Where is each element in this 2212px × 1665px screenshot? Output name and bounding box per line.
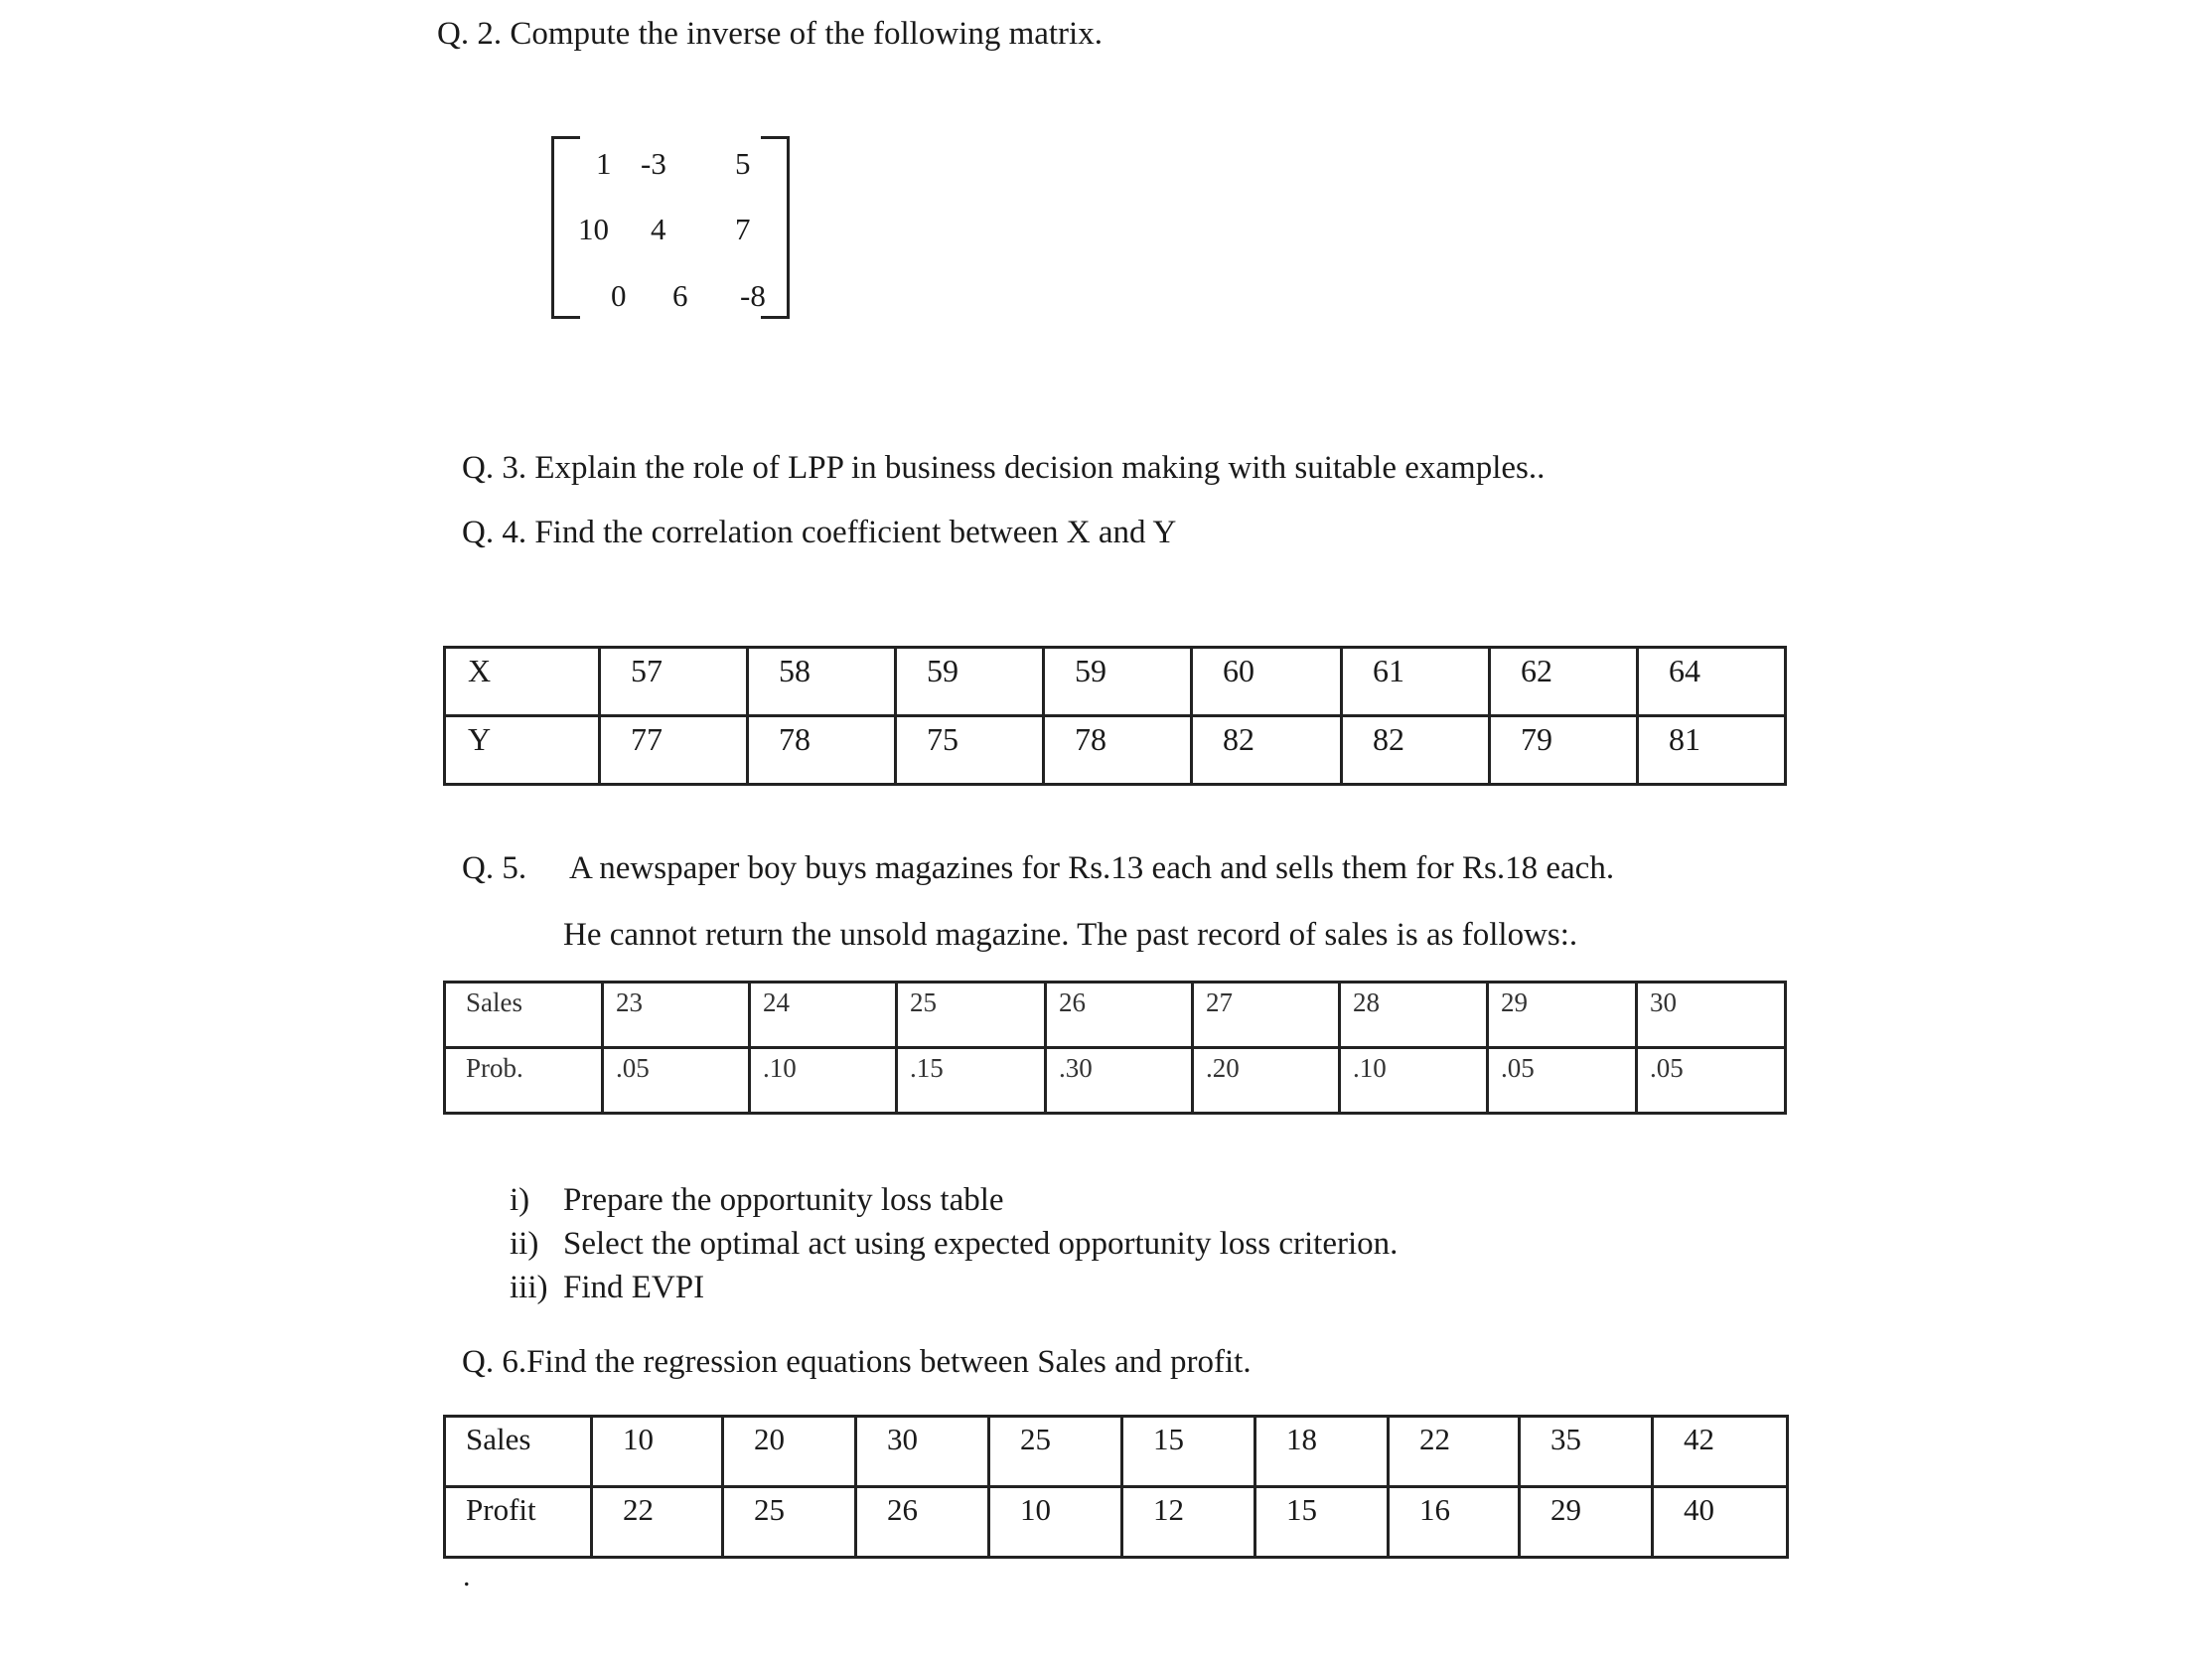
table-cell: Sales — [445, 1417, 592, 1487]
table-cell: .05 — [1488, 1048, 1637, 1114]
table-row — [445, 1048, 1786, 1114]
table-cell: Prob. — [445, 1048, 603, 1114]
list-item: Find EVPI — [563, 1270, 705, 1305]
table-cell: 79 — [1490, 716, 1638, 785]
table-cell: 10 — [592, 1417, 723, 1487]
q5-line-2: He cannot return the unsold magazine. The past record of sales is as follows:. — [563, 917, 1578, 953]
q5-line-1: A newspaper boy buys magazines for Rs.13 each and sells them for Rs.18 each. — [569, 850, 1615, 886]
table-cell: 20 — [723, 1417, 856, 1487]
table-cell: .30 — [1046, 1048, 1193, 1114]
table-cell: 30 — [1637, 983, 1786, 1048]
table-cell: .20 — [1193, 1048, 1340, 1114]
table-cell: 57 — [600, 648, 748, 716]
table-cell: 78 — [1044, 716, 1192, 785]
matrix — [551, 136, 790, 315]
matrix-cell: -8 — [740, 278, 766, 313]
table-cell: Y — [445, 716, 600, 785]
list-item-num: i) — [510, 1182, 530, 1218]
table-cell: 29 — [1488, 983, 1637, 1048]
table-cell: 29 — [1520, 1487, 1653, 1558]
table-row — [445, 983, 1786, 1048]
matrix-cell: 4 — [651, 212, 666, 246]
q3-text: Q. 3. Explain the role of LPP in business decision making with suitable examples.. — [462, 450, 1546, 486]
table-cell: Profit — [445, 1487, 592, 1558]
table-cell: 22 — [1389, 1417, 1520, 1487]
table-cell: 60 — [1192, 648, 1342, 716]
table-cell: 15 — [1122, 1417, 1255, 1487]
table-cell: 62 — [1490, 648, 1638, 716]
correlation-table — [443, 646, 1787, 786]
table-cell: 75 — [896, 716, 1044, 785]
table-cell: 24 — [750, 983, 897, 1048]
matrix-cell: -3 — [641, 146, 666, 181]
list-item-num: ii) — [510, 1226, 539, 1262]
matrix-cell: 5 — [735, 146, 751, 181]
footer-mark: . — [463, 1560, 471, 1592]
table-cell: .05 — [603, 1048, 750, 1114]
table-cell: 40 — [1653, 1487, 1788, 1558]
table-row — [445, 648, 1786, 716]
table-cell: 16 — [1389, 1487, 1520, 1558]
table-cell: .15 — [897, 1048, 1046, 1114]
table-cell: 28 — [1340, 983, 1488, 1048]
table-cell: 35 — [1520, 1417, 1653, 1487]
table-cell: 12 — [1122, 1487, 1255, 1558]
matrix-cell: 0 — [611, 278, 627, 313]
table-cell: 25 — [723, 1487, 856, 1558]
table-cell: 77 — [600, 716, 748, 785]
table-cell: 30 — [856, 1417, 989, 1487]
q6-text: Q. 6.Find the regression equations between Sales and profit. — [462, 1344, 1252, 1380]
table-cell: 15 — [1255, 1487, 1389, 1558]
table-cell: 18 — [1255, 1417, 1389, 1487]
sales-probability-table — [443, 981, 1787, 1115]
matrix-left-bracket — [551, 136, 580, 319]
table-cell: 25 — [989, 1417, 1122, 1487]
table-cell: 10 — [989, 1487, 1122, 1558]
table-cell: .10 — [750, 1048, 897, 1114]
table-cell: 81 — [1638, 716, 1786, 785]
table-cell: 58 — [748, 648, 896, 716]
q5-label: Q. 5. — [462, 850, 527, 886]
table-row — [445, 716, 1786, 785]
table-cell: Sales — [445, 983, 603, 1048]
table-cell: 59 — [1044, 648, 1192, 716]
regression-table — [443, 1415, 1789, 1559]
matrix-cell: 10 — [578, 212, 609, 246]
table-cell: 25 — [897, 983, 1046, 1048]
table-cell: 82 — [1342, 716, 1490, 785]
table-row — [445, 1487, 1788, 1558]
table-cell: 59 — [896, 648, 1044, 716]
table-cell: 42 — [1653, 1417, 1788, 1487]
table-cell: 23 — [603, 983, 750, 1048]
table-cell: 78 — [748, 716, 896, 785]
table-cell: 61 — [1342, 648, 1490, 716]
table-cell: 64 — [1638, 648, 1786, 716]
matrix-cell: 6 — [672, 278, 688, 313]
table-cell: .05 — [1637, 1048, 1786, 1114]
table-cell: .10 — [1340, 1048, 1488, 1114]
table-cell: 26 — [1046, 983, 1193, 1048]
list-item-num: iii) — [510, 1270, 548, 1305]
table-row — [445, 1417, 1788, 1487]
table-cell: 27 — [1193, 983, 1340, 1048]
table-cell: 26 — [856, 1487, 989, 1558]
table-cell: X — [445, 648, 600, 716]
list-item: Prepare the opportunity loss table — [563, 1182, 1004, 1218]
matrix-cell: 7 — [735, 212, 751, 246]
q4-text: Q. 4. Find the correlation coefficient between X and Y — [462, 515, 1177, 550]
table-cell: 22 — [592, 1487, 723, 1558]
matrix-cell: 1 — [596, 146, 612, 181]
table-cell: 82 — [1192, 716, 1342, 785]
q2-text: Q. 2. Compute the inverse of the following matrix. — [437, 16, 1103, 52]
list-item: Select the optimal act using expected opportunity loss criterion. — [563, 1226, 1399, 1262]
